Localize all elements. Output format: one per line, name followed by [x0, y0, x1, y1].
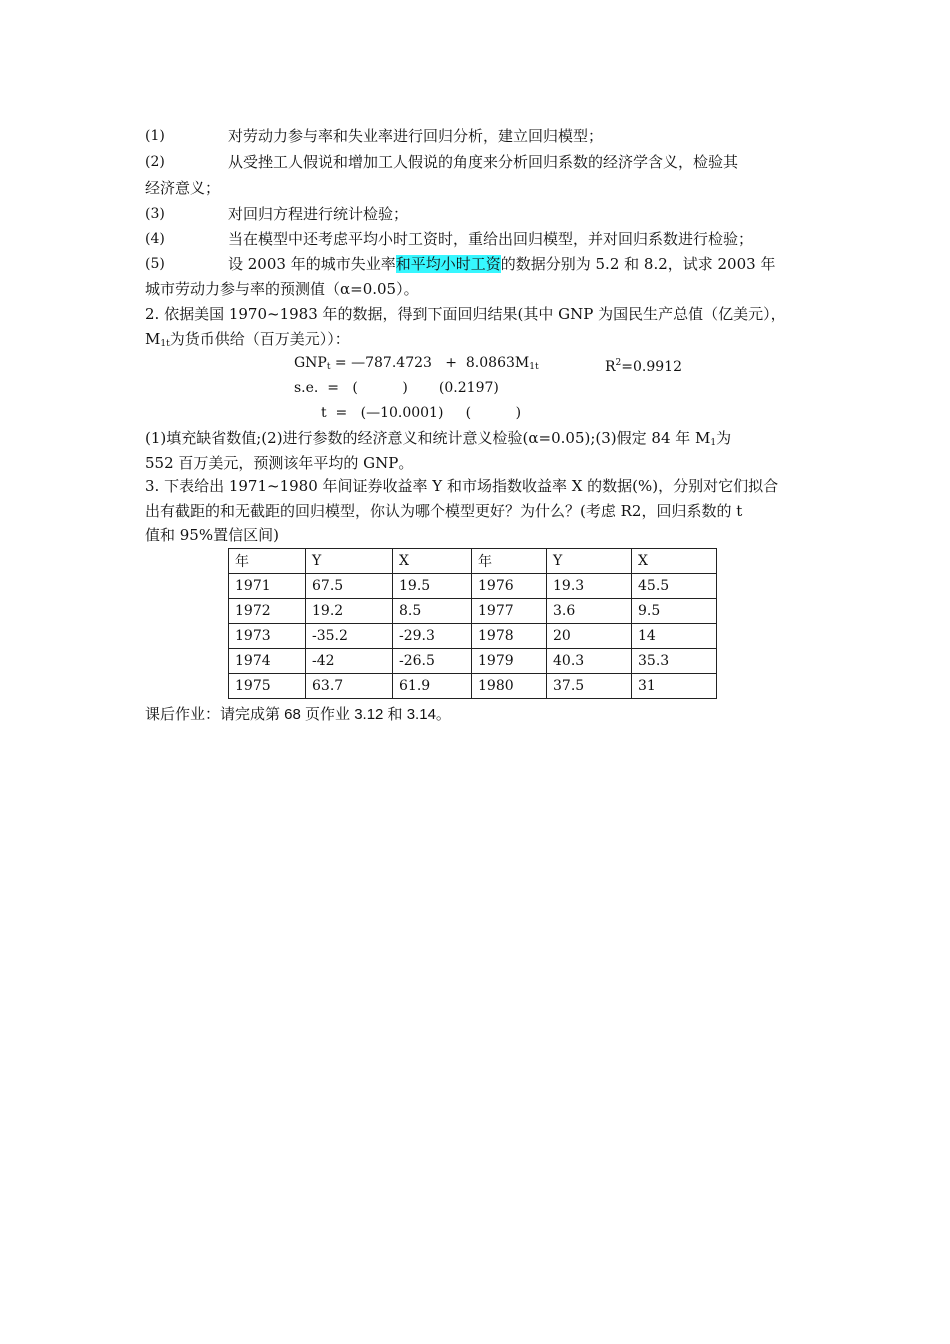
t-statistics: t = (—10.0001) ( ) [321, 405, 522, 421]
highlighted-text: 和平均小时工资 [395, 255, 501, 273]
q2-questions: (1)填充缺省数值;(2)进行参数的经济意义和统计意义检验(α=0.05);(3)假定 84 年 $M_1$为 [145, 429, 732, 448]
table-cell: -29.3 [393, 624, 472, 649]
table-row [229, 649, 717, 674]
table-cell: 1979 [472, 649, 547, 674]
header-cell: Y [306, 549, 393, 574]
table-cell: 1976 [472, 574, 547, 599]
table-cell: 63.7 [306, 674, 393, 699]
table-cell: 1974 [229, 649, 306, 674]
item-text: 对劳动力参与率和失业率进行回归分析，建立回归模型； [228, 127, 604, 145]
table-cell: 1971 [229, 574, 306, 599]
q3-intro-continued: 出有截距的和无截距的回归模型，你认为哪个模型更好？为什么？(考虑 R2，回归系数的 t [145, 502, 743, 520]
table-cell: 3.6 [547, 599, 632, 624]
q3-intro: 3. 下表给出 1971~1980 年间证券收益率 Y 和市场指数收益率 X 的数据(%)，分别对它们拟合 [145, 477, 779, 495]
q2-intro-continued: $M_{1t}$为货币供给（百万美元））： [145, 330, 350, 349]
item-number: (2) [145, 154, 165, 170]
item-text-part: 的数据分别为 5.2 和 8.2，试求 2003 年 [500, 255, 776, 273]
table-cell: -26.5 [393, 649, 472, 674]
standard-errors: s.e. = ( ) (0.2197) [294, 380, 499, 396]
header-cell: 年 [229, 549, 306, 574]
table-cell: 67.5 [306, 574, 393, 599]
table-cell: 14 [632, 624, 717, 649]
table-cell: 1977 [472, 599, 547, 624]
table-cell: 1972 [229, 599, 306, 624]
item-number: (3) [145, 206, 165, 222]
header-cell: Y [547, 549, 632, 574]
item-text: 对回归方程进行统计检验； [228, 205, 409, 223]
header-cell: X [632, 549, 717, 574]
table-row [229, 674, 717, 699]
header-cell: X [393, 549, 472, 574]
item-text-continued: 经济意义； [145, 179, 221, 197]
table-cell: 37.5 [547, 674, 632, 699]
table-row [229, 574, 717, 599]
item-text-continued: 城市劳动力参与率的预测值（α=0.05）。 [145, 280, 419, 298]
item-number: (1) [145, 128, 165, 144]
table-cell: 8.5 [393, 599, 472, 624]
table-cell: 1978 [472, 624, 547, 649]
q2-intro: 2. 依据美国 1970~1983 年的数据，得到下面回归结果(其中 GNP 为国民生产总值（亿美元）， [145, 305, 786, 323]
table-cell: 19.3 [547, 574, 632, 599]
item-text-part: 设 2003 年的城市失业率 [228, 255, 396, 273]
table-cell: 61.9 [393, 674, 472, 699]
q3-intro-continued: 值和 95%置信区间) [145, 526, 279, 544]
table-cell: 19.2 [306, 599, 393, 624]
item-number: (4) [145, 231, 165, 247]
item-number: (5) [145, 256, 165, 272]
homework-note: 课后作业：请完成第 68 页作业 3.12 和 3.14。 [145, 706, 451, 723]
table-cell: 1975 [229, 674, 306, 699]
q2-questions-continued: 552 百万美元，预测该年平均的 GNP。 [145, 454, 414, 472]
table-cell: 35.3 [632, 649, 717, 674]
table-cell: 19.5 [393, 574, 472, 599]
table-header-row [229, 549, 717, 574]
table-cell: 1980 [472, 674, 547, 699]
table-cell: 40.3 [547, 649, 632, 674]
table-cell: 9.5 [632, 599, 717, 624]
item-text: 从受挫工人假说和增加工人假说的角度来分析回归系数的经济学含义，检验其 [228, 153, 739, 171]
regression-equation: $GNP_t$ = —787.4723 + $8.0863M_{1t}$ [294, 355, 539, 372]
returns-table [228, 548, 717, 699]
header-cell: 年 [472, 549, 547, 574]
item-text [228, 254, 775, 274]
table-row [229, 599, 717, 624]
table-cell: 1973 [229, 624, 306, 649]
table-cell: 20 [547, 624, 632, 649]
item-text: 当在模型中还考虑平均小时工资时，重给出回归模型，并对回归系数进行检验； [228, 230, 754, 248]
r-squared: $R^2=0.9912$ [605, 358, 682, 375]
table-cell: -42 [306, 649, 393, 674]
table-cell: 31 [632, 674, 717, 699]
table-cell: 45.5 [632, 574, 717, 599]
table-cell: -35.2 [306, 624, 393, 649]
table-row [229, 624, 717, 649]
